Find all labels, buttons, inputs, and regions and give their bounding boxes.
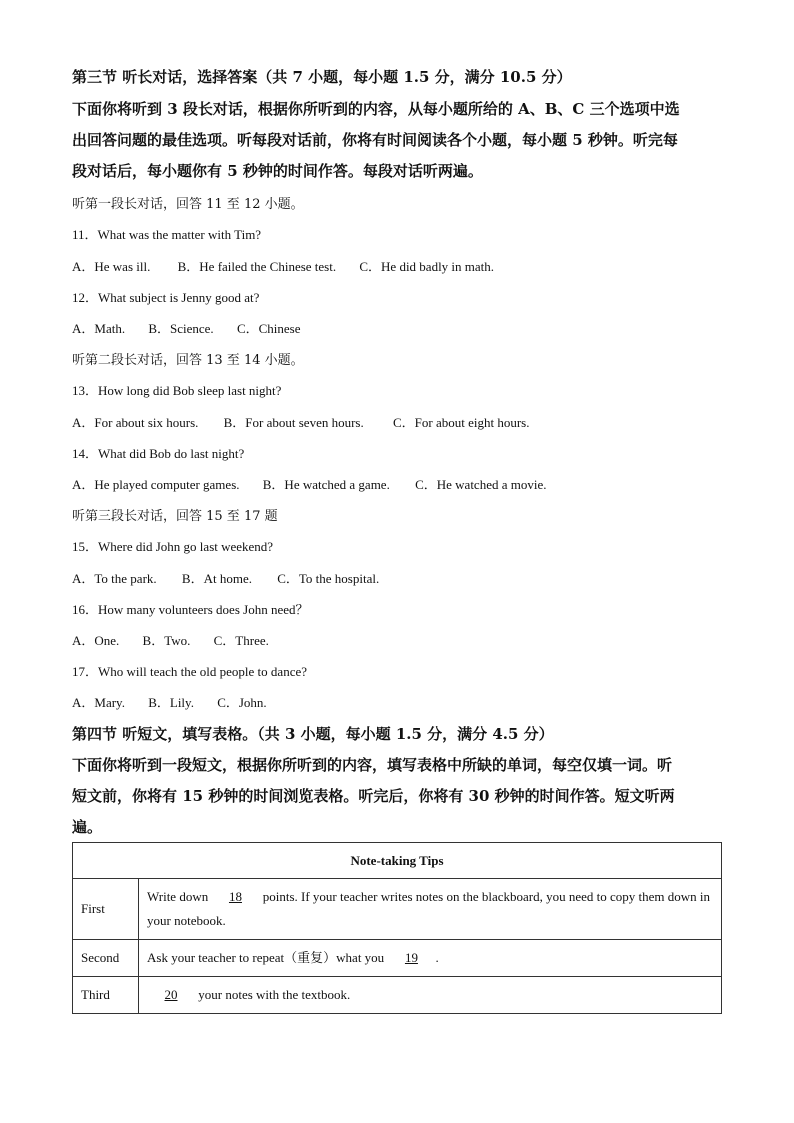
- row-label: Third: [73, 977, 139, 1014]
- option-b: B．He failed the Chinese test.: [177, 259, 337, 274]
- section4-instruction-line-3: 遍。: [72, 818, 103, 836]
- options-12: [72, 318, 301, 337]
- option-c: C．John.: [217, 695, 267, 710]
- dialog2-intro: 听第二段长对话，回答 13 至 14 小题。: [72, 353, 304, 368]
- section3-instruction-line-1: 下面你将听到 3 段长对话，根据你所听到的内容，从每小题所给的 A、B、C 三个选项中选: [72, 100, 680, 118]
- question-11: 11．What was the matter with Tim?: [72, 227, 262, 242]
- options-14: [72, 474, 546, 493]
- question-13: 13．How long did Bob sleep last night?: [72, 383, 282, 398]
- dialog3-intro: 听第三段长对话，回答 15 至 17 题: [72, 509, 278, 524]
- option-b: B．Science.: [148, 321, 214, 336]
- option-c: C．He watched a movie.: [415, 477, 547, 492]
- option-c: C．To the hospital.: [277, 571, 380, 586]
- option-c: C．He did badly in math.: [359, 259, 495, 274]
- question-12: 12．What subject is Jenny good at?: [72, 290, 260, 305]
- table-row: [73, 977, 722, 1014]
- table-row: [73, 879, 722, 940]
- option-a: A．Math.: [72, 321, 126, 336]
- blank-18: 18: [228, 889, 242, 904]
- option-b: B．He watched a game.: [262, 477, 390, 492]
- question-17: 17．Who will teach the old people to dance?: [72, 664, 308, 679]
- table-header-row: [73, 843, 722, 879]
- option-c: C．Three.: [213, 633, 269, 648]
- table-header: Note-taking Tips: [73, 843, 722, 879]
- option-a: A．Mary.: [72, 695, 125, 710]
- question-14: 14．What did Bob do last night?: [72, 446, 245, 461]
- dialog1-intro: 听第一段长对话，回答 11 至 12 小题。: [72, 197, 304, 212]
- section4-title: 第四节 听短文，填写表格。（共 3 小题，每小题 1.5 分，满分 4.5 分）: [72, 725, 554, 743]
- section4-instruction-line-2: 短文前，你将有 15 秒钟的时间浏览表格。听完后，你将有 30 秒钟的时间作答。短文听两: [72, 787, 675, 805]
- section3-instruction-line-2: 出回答问题的最佳选项。听每段对话前，你将有时间阅读各个小题，每小题 5 秒钟。听完每: [72, 131, 678, 149]
- row-content: Ask your teacher to repeat（重复）what you 19 .: [139, 940, 722, 977]
- options-16: [72, 630, 269, 649]
- option-a: A．He was ill.: [72, 259, 151, 274]
- row-label: First: [73, 879, 139, 940]
- row-content: 20 your notes with the textbook.: [139, 977, 722, 1014]
- option-a: A．For about six hours.: [72, 415, 199, 430]
- option-c: C．Chinese: [236, 321, 301, 336]
- question-15: 15．Where did John go last weekend?: [72, 539, 274, 554]
- option-b: B．For about seven hours.: [223, 415, 364, 430]
- options-15: [72, 568, 379, 587]
- option-a: A．To the park.: [72, 571, 157, 586]
- option-b: B．Lily.: [148, 695, 194, 710]
- blank-19: 19: [404, 950, 418, 965]
- section4-instruction-line-1: 下面你将听到一段短文，根据你所听到的内容，填写表格中所缺的单词，每空仅填一词。听: [72, 756, 673, 774]
- question-16: 16．How many volunteers does John need？: [72, 602, 309, 617]
- option-c: C．For about eight hours.: [393, 415, 530, 430]
- row-content: Write down 18 points. If your teacher writes notes on the blackboard, you need to copy them down in your notebook.: [139, 879, 722, 940]
- option-a: A．One.: [72, 633, 120, 648]
- section3-title: 第三节 听长对话，选择答案（共 7 小题，每小题 1.5 分，满分 10.5 分）: [72, 68, 572, 86]
- options-17: [72, 692, 267, 711]
- note-taking-table: [72, 842, 722, 1014]
- blank-20: 20: [164, 987, 178, 1002]
- row-label: Second: [73, 940, 139, 977]
- option-b: B．At home.: [181, 571, 252, 586]
- table-row: [73, 940, 722, 977]
- option-a: A．He played computer games.: [72, 477, 240, 492]
- options-13: [72, 412, 530, 431]
- options-11: [72, 256, 494, 275]
- section3-instruction-line-3: 段对话后，每小题你有 5 秒钟的时间作答。每段对话听两遍。: [72, 162, 483, 180]
- option-b: B．Two.: [142, 633, 191, 648]
